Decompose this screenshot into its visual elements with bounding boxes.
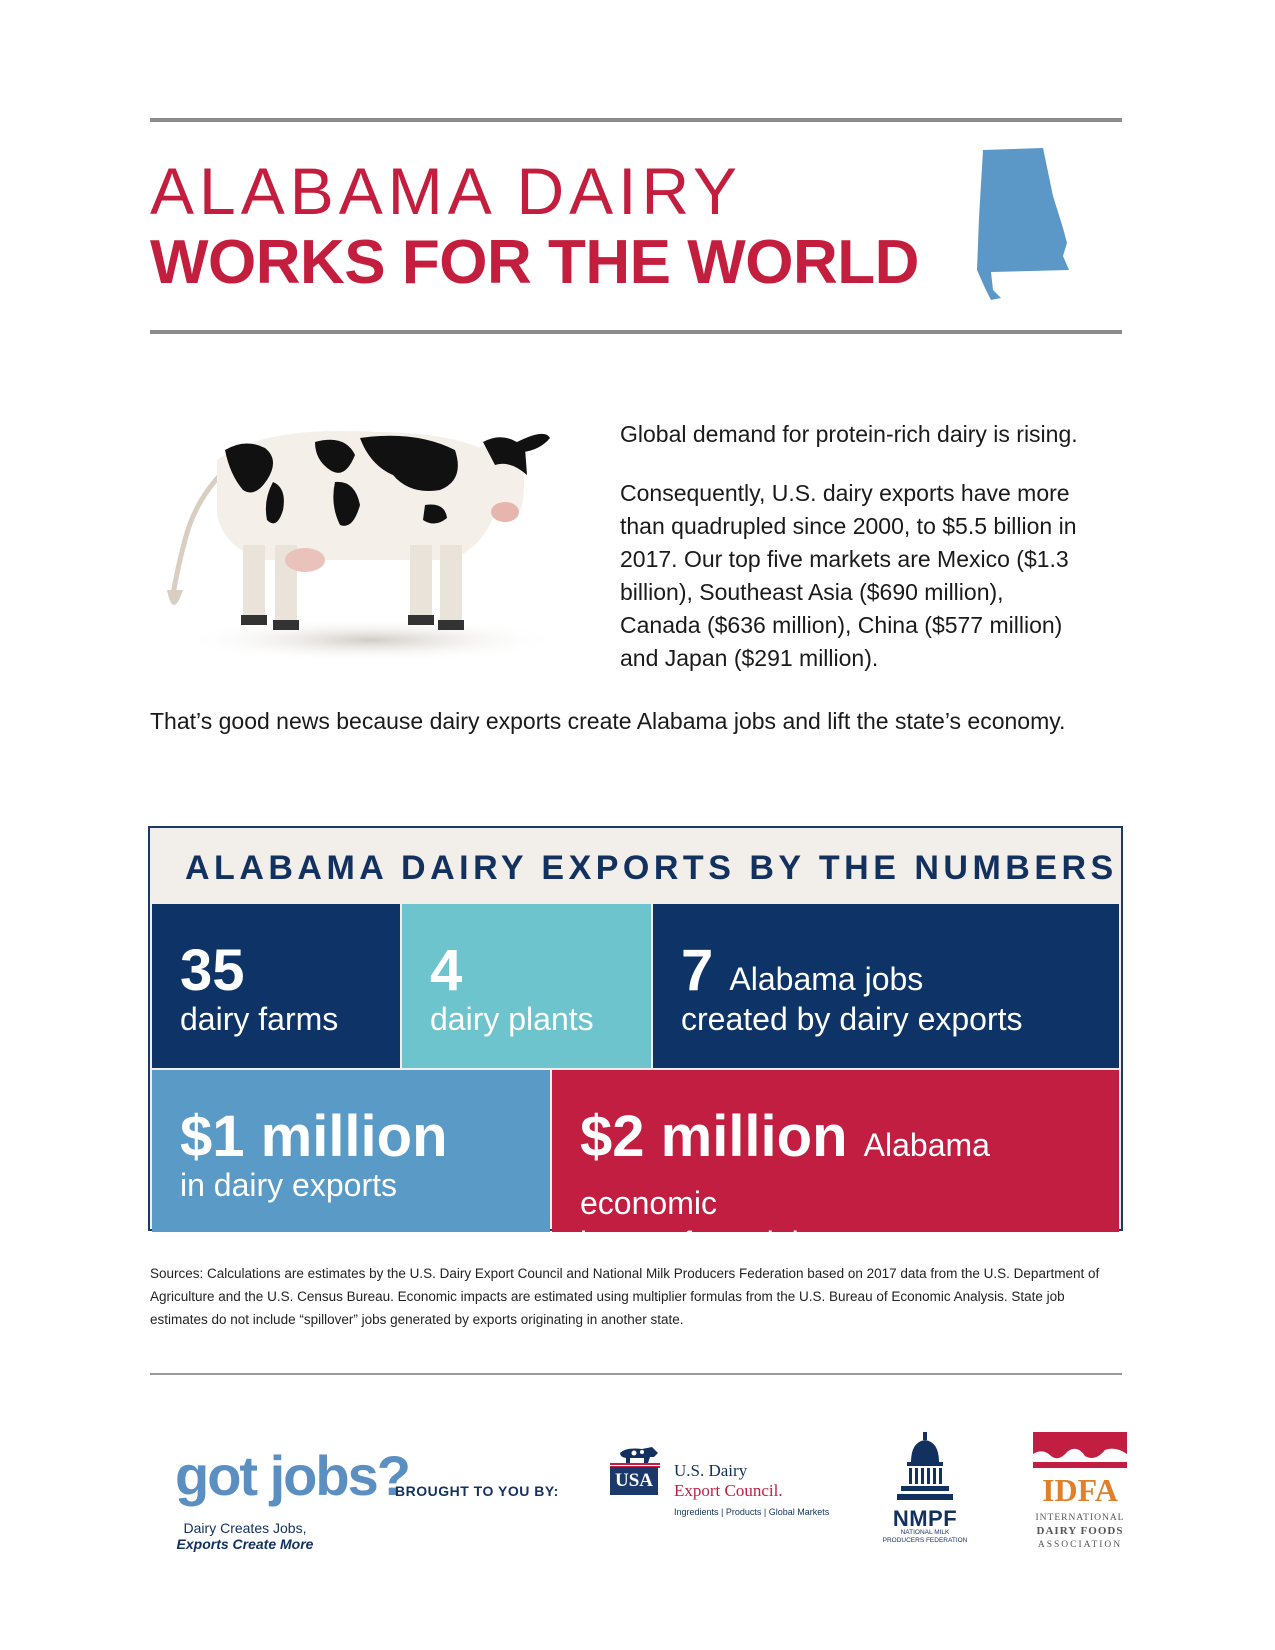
alabama-state-map-icon — [975, 148, 1075, 310]
got-jobs-logo — [175, 1444, 409, 1552]
usdec-name-line2: Export Council. — [674, 1481, 783, 1500]
stats-heading: ALABAMA DAIRY EXPORTS BY THE NUMBERS — [185, 849, 1118, 887]
stat-farms-label: dairy farms — [180, 1001, 339, 1037]
page-title-line1: ALABAMA DAIRY — [150, 154, 743, 228]
nmpf-abbr: NMPF — [892, 1506, 958, 1531]
stat-impact-number: $2 million — [580, 1104, 848, 1169]
nmpf-logo — [880, 1432, 970, 1542]
stat-plants-number: 4 — [430, 938, 463, 1003]
stat-impact-label-inline: Alabama economic — [580, 1127, 990, 1221]
intro-paragraph-2: Consequently, U.S. dairy exports have more than quadrupled since 2000, to $5.5 billion in 2017. Our top five markets are Mexico ($1.3 billion), Southeast Asia ($690 million), Canada ($636 million), China ($577 million) and Japan ($291 million). — [620, 480, 1077, 671]
page-title-line2: WORKS FOR THE WORLD — [150, 228, 919, 297]
stat-tile-jobs — [653, 904, 1119, 1068]
intro-text — [620, 418, 1090, 675]
stat-tile-farms — [152, 904, 400, 1068]
capitol-dome-icon — [897, 1432, 953, 1506]
stat-exports-label: in dairy exports — [180, 1167, 397, 1203]
footer-rule — [150, 1373, 1122, 1375]
usdec-logo — [610, 1445, 830, 1525]
stat-exports-number: $1 million — [180, 1104, 448, 1169]
stat-tile-impact — [552, 1070, 1119, 1261]
stat-tile-plants — [402, 904, 651, 1068]
top-rule — [150, 118, 1122, 122]
idfa-abbr: IDFA — [1042, 1472, 1118, 1508]
brought-to-you-by: BROUGHT TO YOU BY: — [395, 1483, 559, 1499]
got-jobs-wordmark: got jobs? — [175, 1444, 409, 1507]
stat-jobs-label-inline: Alabama jobs — [729, 961, 924, 997]
idfa-line1: INTERNATIONAL — [1035, 1513, 1125, 1523]
stat-jobs-label: created by dairy exports — [681, 1001, 1023, 1037]
world-map-cow-image — [155, 420, 565, 670]
sources-note: Sources: Calculations are estimates by the U.S. Dairy Export Council and National Milk Producers Federation based on 2017 data from the U.S. Department of Agriculture and the U.S. Census Bureau. Economic impacts are estimated using multiplier formulas from the U.S. Bureau of Economic Analysis. State job estimates do not include “spillover” jobs generated by exports originating in another state. — [150, 1266, 1100, 1327]
intro-paragraph-1: Global demand for protein-rich dairy is rising. — [620, 421, 1078, 447]
idfa-logo — [1033, 1432, 1127, 1552]
good-news-text: That’s good news because dairy exports create Alabama jobs and lift the state’s economy. — [150, 708, 1066, 734]
idfa-banner-icon — [1033, 1432, 1127, 1468]
usdec-usa-box: USA — [610, 1467, 658, 1495]
stat-jobs-number: 7 — [681, 938, 714, 1003]
nmpf-full-name: NATIONAL MILK PRODUCERS FEDERATION — [882, 1529, 968, 1544]
got-jobs-tagline-2: Exports Create More — [176, 1536, 314, 1552]
usdec-tagline: Ingredients | Products | Global Markets — [674, 1507, 830, 1517]
stat-tile-exports — [152, 1070, 550, 1232]
usdec-name-line1: U.S. Dairy — [674, 1461, 748, 1480]
got-jobs-tagline-1: Dairy Creates Jobs, — [183, 1520, 307, 1536]
idfa-line3: ASSOCIATION — [1037, 1540, 1123, 1550]
header-bottom-rule — [150, 330, 1122, 334]
stat-plants-label: dairy plants — [430, 1001, 594, 1037]
stat-farms-number: 35 — [180, 938, 245, 1003]
stat-impact-label: impact from dairy exports — [580, 1225, 940, 1261]
idfa-line2: DAIRY FOODS — [1036, 1525, 1124, 1537]
